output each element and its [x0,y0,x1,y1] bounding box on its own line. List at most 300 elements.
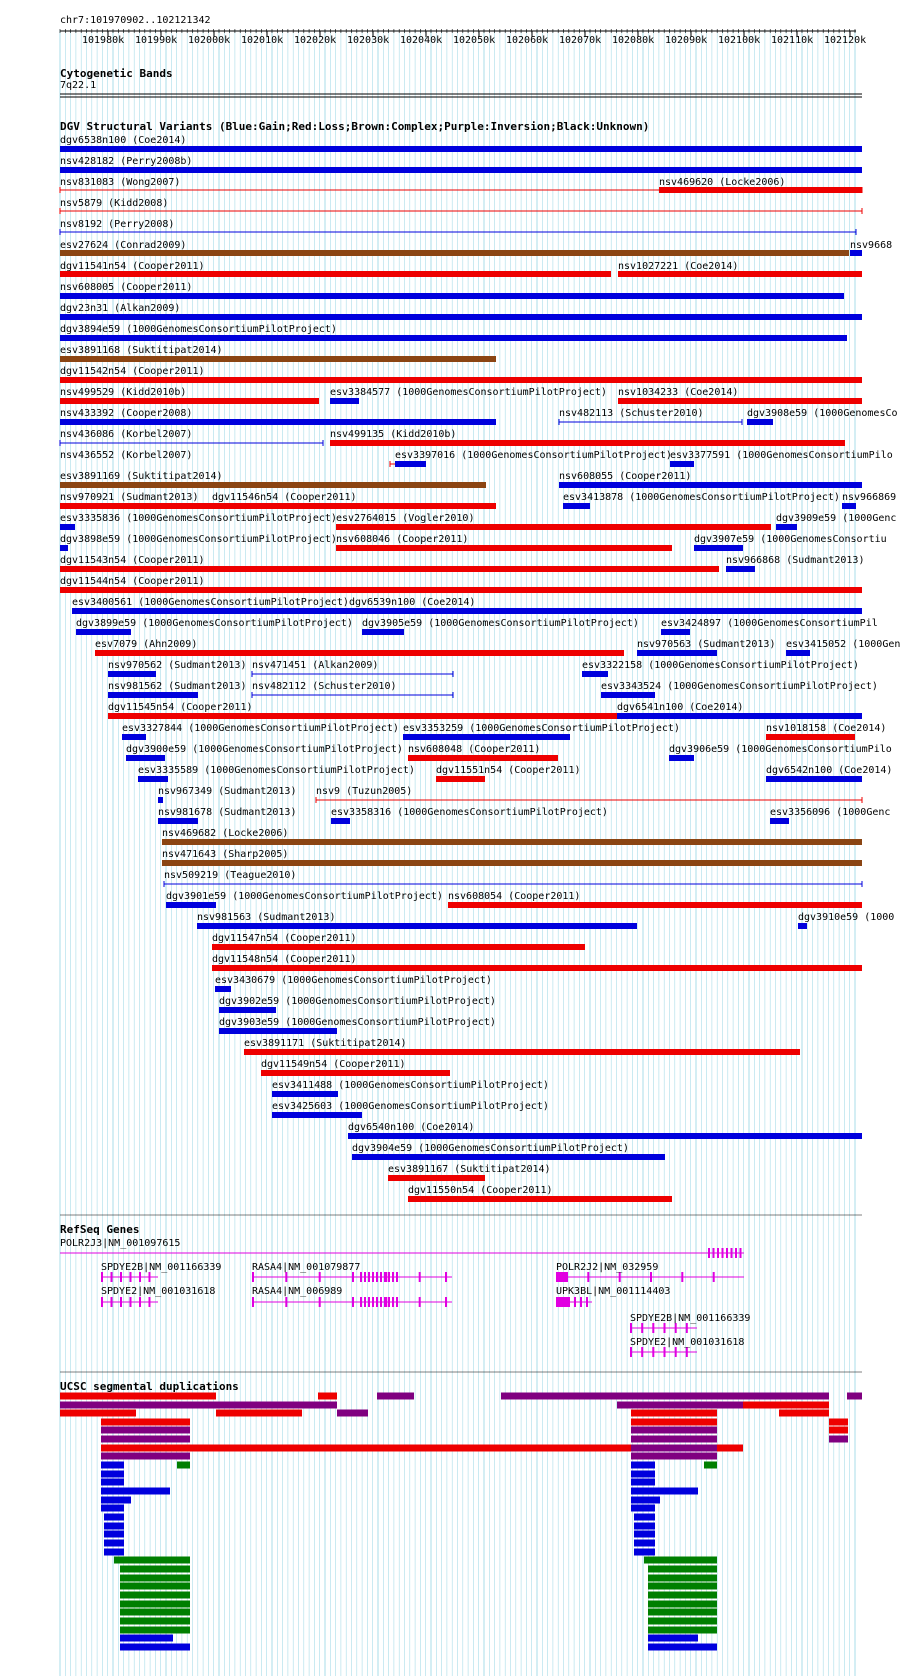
segdup-feature [631,1505,655,1512]
dgv-feature-bar [669,755,694,761]
segdup-feature [648,1575,717,1582]
segdup-feature [337,1410,368,1417]
dgv-feature-bar [138,776,168,782]
cytoband-track-title[interactable]: Cytogenetic Bands [60,67,173,80]
segdup-feature [634,1540,655,1547]
gene-exon [360,1272,362,1282]
segdup-feature [631,1410,717,1417]
dgv-feature-label[interactable]: nsv970563 (Sudmant2013) [637,639,776,650]
dgv-feature-label[interactable]: nsv482113 (Schuster2010) [559,408,704,419]
dgv-feature-label[interactable]: nsv966868 (Sudmant2013) [726,555,865,566]
dgv-feature-label[interactable]: nsv436086 (Korbel2007) [60,429,193,440]
dgv-feature-bar [60,377,862,383]
gene-exon [368,1297,370,1307]
dgv-feature-label[interactable]: esv3415052 (1000Gen [786,639,900,650]
gene-exon [713,1272,715,1282]
segdup-feature [104,1531,124,1538]
segdup-feature [120,1566,190,1573]
gene-exon [372,1272,374,1282]
dgv-track-title[interactable]: DGV Structural Variants (Blue:Gain;Red:Loss;Brown:Complex;Purple:Inversion;Black:Unknown) [60,120,650,133]
segdup-feature [60,1393,216,1400]
dgv-feature-label[interactable]: dgv11546n54 (Cooper2011) [212,492,357,503]
refseq-gene-label[interactable]: POLR2J3|NM_001097615 [60,1238,181,1249]
dgv-feature-label[interactable]: esv3377591 (1000GenomesConsortiumPilo [670,450,893,461]
segdup-feature [779,1410,829,1417]
dgv-feature-label[interactable]: dgv11548n54 (Cooper2011) [212,954,357,965]
dgv-feature-bar [244,1049,800,1055]
dgv-feature-label[interactable]: nsv981678 (Sudmant2013) [158,807,297,818]
gene-exon [392,1297,394,1307]
gene-exon [380,1297,382,1307]
segdup-feature [648,1644,717,1651]
dgv-feature-label[interactable]: nsv831083 (Wong2007) [60,177,181,188]
dgv-feature-label[interactable]: dgv11543n54 (Cooper2011) [60,555,205,566]
segdup-feature [60,1402,337,1409]
dgv-feature-label[interactable]: esv3327844 (1000GenomesConsortiumPilotProject) [122,723,399,734]
segdup-feature [648,1618,717,1625]
dgv-feature-label[interactable]: nsv967349 (Sudmant2013) [158,786,297,797]
dgv-feature-label[interactable]: esv2764015 (Vogler2010) [336,513,475,524]
segdup-feature [631,1419,717,1426]
dgv-feature-bar [661,629,690,635]
dgv-feature-label[interactable]: dgv6541n100 (Coe2014) [617,702,744,713]
dgv-feature-bar [76,629,131,635]
dgv-feature-bar [618,398,862,404]
segdup-feature [631,1497,660,1504]
dgv-feature-bar [95,650,624,656]
dgv-feature-label[interactable]: esv3424897 (1000GenomesConsortiumPil [661,618,878,629]
segdup-feature [104,1523,124,1530]
ruler-tick-label: 102050k [453,35,496,46]
dgv-feature-bar [637,650,717,656]
dgv-feature-bar [436,776,485,782]
gene-exon [285,1297,287,1307]
dgv-feature-bar [108,692,198,698]
dgv-feature-bar [395,461,426,467]
gene-exon [130,1272,132,1282]
segdup-feature [648,1583,717,1590]
dgv-feature-bar [352,1154,665,1160]
dgv-feature-label[interactable]: dgv3894e59 (1000GenomesConsortiumPilotProject) [60,324,337,335]
dgv-feature-bar [162,860,862,866]
gene-exon [111,1297,113,1307]
dgv-feature-bar [336,524,771,530]
dgv-feature-bar [348,1133,862,1139]
segdup-feature [120,1618,190,1625]
gene-exon [619,1272,621,1282]
gene-exon [630,1323,632,1333]
ruler-tick-label: 102070k [559,35,602,46]
dgv-feature-label[interactable]: nsv471451 (Alkan2009) [252,660,379,671]
dgv-feature-label[interactable]: esv3335836 (1000GenomesConsortiumPilotProject) [60,513,337,524]
dgv-feature-label[interactable]: esv3356096 (1000Genc [770,807,891,818]
dgv-feature-label[interactable]: dgv11547n54 (Cooper2011) [212,933,357,944]
segdup-feature [120,1627,190,1634]
dgv-feature-bar [408,755,558,761]
gene-exon [130,1297,132,1307]
segdup-feature [120,1592,190,1599]
gene-exon [384,1297,386,1307]
dgv-feature-label[interactable]: esv3891169 (Suktitipat2014) [60,471,223,482]
segdup-feature [101,1462,124,1469]
segdup-feature [120,1635,173,1642]
dgv-feature-label[interactable]: dgv11544n54 (Cooper2011) [60,576,205,587]
dgv-feature-label[interactable]: dgv3904e59 (1000GenomesConsortiumPilotProject) [352,1143,629,1154]
dgv-feature-label[interactable]: dgv3898e59 (1000GenomesConsortiumPilotProject) [60,534,337,545]
dgv-feature-label[interactable]: dgv11545n54 (Cooper2011) [108,702,253,713]
gene-exon [556,1272,568,1282]
ruler-coordinates: chr7:101970902..102121342 [60,15,211,26]
dgv-feature-label[interactable]: esv3397016 (1000GenomesConsortiumPilotProject) [395,450,672,461]
gene-exon [652,1347,654,1357]
gene-exon [368,1272,370,1282]
segdup-feature [216,1410,302,1417]
dgv-feature-bar [197,923,637,929]
dgv-feature-label[interactable]: esv3891167 (Suktitipat2014) [388,1164,551,1175]
gene-exon [372,1297,374,1307]
gene-exon [388,1272,390,1282]
ruler-tick-label: 102000k [188,35,231,46]
dgv-feature-label[interactable]: nsv482112 (Schuster2010) [252,681,397,692]
dgv-feature-bar [60,314,862,320]
gene-exon [641,1347,643,1357]
dgv-feature-label[interactable]: dgv6540n100 (Coe2014) [348,1122,475,1133]
segdup-feature [829,1436,848,1443]
dgv-feature-label[interactable]: dgv3903e59 (1000GenomesConsortiumPilotProject) [219,1017,496,1028]
refseq-gene-label[interactable]: SPDYE2B|NM_001166339 [630,1313,751,1324]
dgv-feature-label[interactable]: dgv11542n54 (Cooper2011) [60,366,205,377]
gene-exon [686,1347,688,1357]
dgv-feature-bar [601,692,655,698]
segdup-feature [634,1531,655,1538]
dgv-feature-label[interactable]: esv3353259 (1000GenomesConsortiumPilotProject) [403,723,680,734]
gene-exon [285,1272,287,1282]
dgv-feature-bar [766,776,862,782]
ruler-tick-label: 101980k [82,35,125,46]
dgv-feature-bar [272,1112,362,1118]
segdup-feature [60,1410,136,1417]
dgv-feature-bar [388,1175,485,1181]
dgv-feature-bar [60,398,319,404]
segdup-feature [634,1549,655,1556]
dgv-feature-bar [331,818,350,824]
dgv-feature-bar [694,545,743,551]
dgv-feature-label[interactable]: nsv981563 (Sudmant2013) [197,912,336,923]
dgv-feature-bar [108,671,156,677]
dgv-feature-bar [60,545,68,551]
gene-exon [445,1272,447,1282]
dgv-feature-label[interactable]: dgv23n31 (Alkan2009) [60,303,181,314]
dgv-feature-bar [726,566,755,572]
ruler-tick-label: 102060k [506,35,549,46]
gene-exon [664,1347,666,1357]
dgv-feature-bar [261,1070,450,1076]
segdup-feature [704,1462,717,1469]
dgv-feature-label[interactable]: esv3425603 (1000GenomesConsortiumPilotProject) [272,1101,549,1112]
dgv-feature-bar [166,902,216,908]
dgv-feature-label[interactable]: nsv608005 (Cooper2011) [60,282,193,293]
segdup-feature [101,1445,190,1452]
dgv-feature-bar [60,293,844,299]
ruler-tick-label: 102100k [718,35,761,46]
dgv-feature-label[interactable]: esv3413878 (1000GenomesConsortiumPilotProject) [563,492,840,503]
dgv-feature-bar [362,629,404,635]
dgv-feature-label[interactable]: dgv3900e59 (1000GenomesConsortiumPilotProject) [126,744,403,755]
dgv-feature-label[interactable]: dgv11541n54 (Cooper2011) [60,261,205,272]
dgv-feature-bar [448,902,862,908]
gene-exon [556,1297,568,1307]
dgv-feature-label[interactable]: nsv1027221 (Coe2014) [618,261,739,272]
segdup-feature [101,1479,124,1486]
segdup-feature [101,1453,190,1460]
gene-exon [252,1272,254,1282]
refseq-gene-label[interactable]: RASA4|NM_006989 [252,1286,343,1297]
dgv-feature-bar [60,587,862,593]
gene-exon [101,1297,103,1307]
gene-exon [587,1272,589,1282]
dgv-feature-label[interactable]: esv7079 (Ahn2009) [95,639,198,650]
segdup-feature [114,1557,190,1564]
dgv-feature-bar [330,398,359,404]
gene-exon [376,1297,378,1307]
segdup-feature [631,1445,717,1452]
gene-exon [319,1297,321,1307]
gene-exon [139,1297,141,1307]
dgv-feature-bar [60,356,496,362]
segdup-feature [501,1393,829,1400]
dgv-feature-bar [60,482,486,488]
dgv-feature-bar [60,167,862,173]
dgv-feature-label[interactable]: dgv3905e59 (1000GenomesConsortiumPilotProject) [362,618,639,629]
dgv-feature-label[interactable]: esv3358316 (1000GenomesConsortiumPilotProject) [331,807,608,818]
gene-exon [630,1347,632,1357]
refseq-gene-label[interactable]: SPDYE2|NM_001031618 [630,1337,745,1348]
dgv-feature-bar [122,734,146,740]
dgv-feature-label[interactable]: nsv1018158 (Coe2014) [766,723,887,734]
segdup-track-title[interactable]: UCSC segmental duplications [60,1380,239,1393]
dgv-feature-label[interactable]: dgv11550n54 (Cooper2011) [408,1185,553,1196]
dgv-feature-label[interactable]: nsv436552 (Korbel2007) [60,450,193,461]
dgv-feature-label[interactable]: dgv3910e59 (1000 [798,912,895,923]
segdup-feature [829,1419,848,1426]
gene-exon [681,1272,683,1282]
dgv-feature-label[interactable]: dgv3908e59 (1000GenomesCo [747,408,898,419]
dgv-feature-label[interactable]: esv3384577 (1000GenomesConsortiumPilotProject) [330,387,607,398]
cytoband-label: 7q22.1 [60,80,97,91]
dgv-feature-label[interactable]: nsv433392 (Cooper2008) [60,408,193,419]
gene-exon [352,1297,354,1307]
dgv-feature-label[interactable]: nsv499135 (Kidd2010b) [330,429,457,440]
dgv-feature-bar [60,566,719,572]
dgv-feature-label[interactable]: nsv1034233 (Coe2014) [618,387,739,398]
dgv-feature-bar [842,503,856,509]
segdup-feature [120,1601,190,1608]
segdup-feature [101,1436,190,1443]
dgv-feature-bar [776,524,797,530]
gene-exon [650,1272,652,1282]
segdup-feature [120,1583,190,1590]
dgv-feature-label[interactable]: dgv11551n54 (Cooper2011) [436,765,581,776]
dgv-feature-bar [563,503,590,509]
gene-exon [101,1272,103,1282]
dgv-feature-label[interactable]: esv3891171 (Suktitipat2014) [244,1038,407,1049]
dgv-feature-bar [559,482,862,488]
gene-exon [568,1297,570,1307]
segdup-feature [743,1402,829,1409]
dgv-feature-label[interactable]: esv27624 (Conrad2009) [60,240,187,251]
gene-exon [586,1297,588,1307]
dgv-feature-bar [60,419,496,425]
dgv-feature-label[interactable]: dgv3906e59 (1000GenomesConsortiumPilo [669,744,892,755]
gene-exon [139,1272,141,1282]
segdup-feature [648,1566,717,1573]
dgv-feature-bar [158,818,198,824]
gene-exon [384,1272,386,1282]
segdup-feature [120,1575,190,1582]
segdup-feature [177,1462,190,1469]
dgv-feature-label[interactable]: nsv471643 (Sharp2005) [162,849,289,860]
gene-exon [120,1272,122,1282]
gene-exon [352,1272,354,1282]
ruler-tick-label: 102020k [294,35,337,46]
segdup-feature [631,1453,717,1460]
gene-exon [392,1272,394,1282]
dgv-feature-label[interactable]: nsv9 (Tuzun2005) [316,786,413,797]
dgv-feature-label[interactable]: dgv3907e59 (1000GenomesConsortiu [694,534,887,545]
ruler-tick-label: 102110k [771,35,814,46]
ruler-tick-label: 102040k [400,35,443,46]
gene-exon [664,1323,666,1333]
dgv-feature-bar [219,1007,276,1013]
dgv-feature-label[interactable]: dgv11549n54 (Cooper2011) [261,1059,406,1070]
segdup-feature [318,1393,337,1400]
dgv-feature-bar [212,503,496,509]
segdup-feature [104,1514,124,1521]
refseq-gene-label[interactable]: SPDYE2|NM_001031618 [101,1286,216,1297]
dgv-feature-label[interactable]: nsv981562 (Sudmant2013) [108,681,247,692]
dgv-feature-label[interactable]: nsv5879 (Kidd2008) [60,198,169,209]
dgv-feature-bar [670,461,694,467]
dgv-feature-label[interactable]: esv3411488 (1000GenomesConsortiumPilotProject) [272,1080,549,1091]
segdup-feature [120,1644,190,1651]
ruler-tick-label: 101990k [135,35,178,46]
dgv-feature-label[interactable]: nsv499529 (Kidd2010b) [60,387,187,398]
dgv-feature-bar [747,419,773,425]
dgv-feature-bar [60,335,847,341]
dgv-feature-bar [126,755,165,761]
dgv-feature-label[interactable]: nsv970562 (Sudmant2013) [108,660,247,671]
gene-exon [419,1272,421,1282]
refseq-gene-label[interactable]: POLR2J2|NM_032959 [556,1262,659,1273]
refseq-track-title[interactable]: RefSeq Genes [60,1223,140,1236]
dgv-feature-bar [408,1196,672,1202]
dgv-feature-label[interactable]: nsv608046 (Cooper2011) [336,534,469,545]
dgv-feature-label[interactable]: dgv3901e59 (1000GenomesConsortiumPilotProject) [166,891,443,902]
dgv-feature-label[interactable]: nsv8192 (Perry2008) [60,219,175,230]
segdup-feature [631,1471,655,1478]
dgv-feature-label[interactable]: dgv3899e59 (1000GenomesConsortiumPilotProject) [76,618,353,629]
dgv-feature-bar [272,1091,338,1097]
segdup-feature [377,1393,414,1400]
dgv-feature-label[interactable]: nsv608054 (Cooper2011) [448,891,581,902]
dgv-feature-label[interactable]: dgv3902e59 (1000GenomesConsortiumPilotProject) [219,996,496,1007]
segdup-feature [648,1627,717,1634]
gene-exon [360,1297,362,1307]
dgv-feature-label[interactable]: esv3343524 (1000GenomesConsortiumPilotProject) [601,681,878,692]
dgv-feature-label[interactable]: dgv6538n100 (Coe2014) [60,135,187,146]
dgv-feature-bar [162,839,862,845]
dgv-feature-label[interactable]: dgv6542n100 (Coe2014) [766,765,893,776]
gene-exon [388,1297,390,1307]
dgv-feature-label[interactable]: nsv509219 (Teague2010) [164,870,297,881]
dgv-feature-label[interactable]: esv3430679 (1000GenomesConsortiumPilotProject) [215,975,492,986]
gene-exon [652,1323,654,1333]
dgv-feature-label[interactable]: esv3335589 (1000GenomesConsortiumPilotProject) [138,765,415,776]
gene-exon [396,1297,398,1307]
refseq-gene-label[interactable]: UPK3BL|NM_001114403 [556,1286,671,1297]
dgv-feature-bar [158,797,163,803]
dgv-feature-label[interactable]: esv3322158 (1000GenomesConsortiumPilotProject) [582,660,859,671]
dgv-feature-bar [219,1028,337,1034]
dgv-feature-label[interactable]: nsv469682 (Locke2006) [162,828,289,839]
dgv-feature-label[interactable]: nsv608048 (Cooper2011) [408,744,541,755]
gene-exon [731,1248,733,1258]
dgv-feature-bar [582,671,608,677]
ruler-tick-label: 102120k [824,35,867,46]
dgv-feature-bar [212,965,862,971]
segdup-feature [120,1609,190,1616]
gene-exon [641,1323,643,1333]
dgv-feature-label[interactable]: nsv970921 (Sudmant2013) [60,492,199,503]
dgv-feature-label[interactable]: dgv3909e59 (1000Genc [776,513,897,524]
refseq-gene-label[interactable]: SPDYE2B|NM_001166339 [101,1262,222,1273]
dgv-feature-label[interactable]: nsv9668 [850,240,893,251]
dgv-feature-bar [770,818,789,824]
gene-exon [319,1272,321,1282]
segdup-feature [631,1479,655,1486]
dgv-feature-label[interactable]: nsv469620 (Locke2006) [659,177,786,188]
dgv-feature-bar [60,146,862,152]
segdup-feature [101,1471,124,1478]
gene-exon [149,1297,151,1307]
segdup-feature [104,1540,124,1547]
gene-exon [364,1272,366,1282]
dgv-feature-label[interactable]: nsv966869 [842,492,897,503]
segdup-feature [847,1393,862,1400]
dgv-feature-label[interactable]: nsv608055 (Cooper2011) [559,471,692,482]
segdup-feature [829,1427,848,1434]
dgv-feature-bar [336,545,672,551]
dgv-feature-bar [60,524,75,530]
dgv-feature-label[interactable]: esv3891168 (Suktitipat2014) [60,345,223,356]
gene-exon [396,1272,398,1282]
segdup-feature [631,1436,717,1443]
dgv-feature-bar [403,734,570,740]
segdup-feature [104,1549,124,1556]
dgv-feature-label[interactable]: esv3400561 (1000GenomesConsortiumPilotProject) [72,597,349,608]
gene-exon [445,1297,447,1307]
refseq-gene-label[interactable]: RASA4|NM_001079877 [252,1262,361,1273]
dgv-feature-label[interactable]: nsv428182 (Perry2008b) [60,156,193,167]
dgv-feature-bar [766,734,855,740]
gene-exon [364,1297,366,1307]
dgv-feature-label[interactable]: dgv6539n100 (Coe2014) [349,597,476,608]
gene-exon [735,1248,737,1258]
segdup-feature [101,1419,190,1426]
gene-exon [713,1248,715,1258]
segdup-feature [648,1635,698,1642]
gene-exon [726,1248,728,1258]
